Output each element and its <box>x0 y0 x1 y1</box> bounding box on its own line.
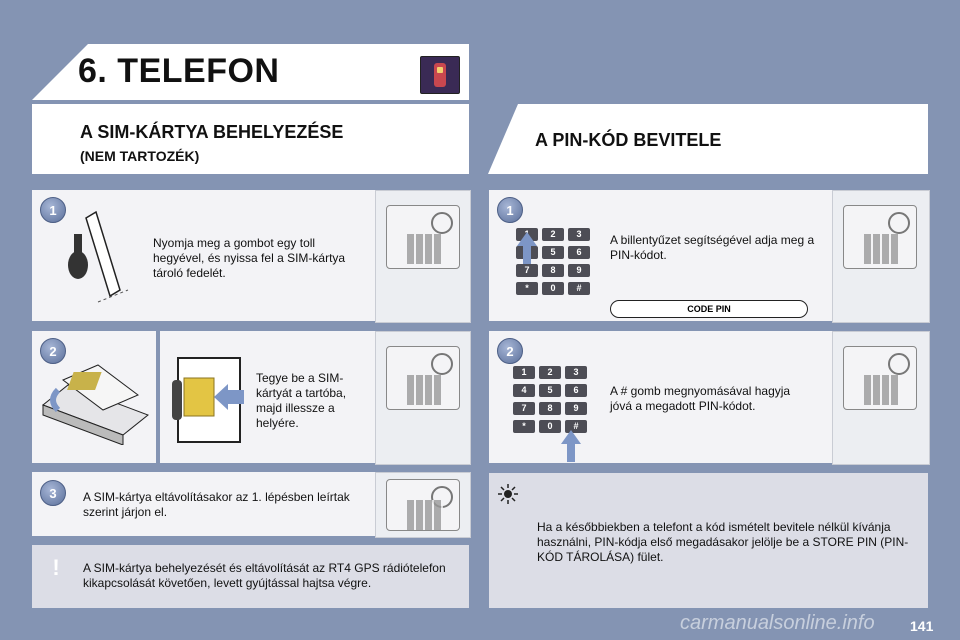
arrow-up-icon <box>561 430 581 462</box>
sim-section-subtitle: (NEM TARTOZÉK) <box>80 148 200 164</box>
pen-pressing-button-illustration <box>58 210 138 310</box>
key-star: * <box>516 282 538 295</box>
arrow-up-icon <box>517 232 537 264</box>
sim-section-title: A SIM-KÁRTYA BEHELYEZÉSE <box>80 122 344 142</box>
warning-icon: ! <box>52 555 60 580</box>
key-8: 8 <box>542 264 564 277</box>
radio-unit-thumbnail <box>375 472 471 538</box>
pin-section-title: A PIN-KÓD BEVITELE <box>535 130 722 150</box>
key-5: 5 <box>539 384 561 397</box>
phone-keypad <box>513 366 587 433</box>
step-badge: 2 <box>40 338 66 364</box>
sim-tray-illustration <box>38 360 153 445</box>
key-9: 9 <box>565 402 587 415</box>
tip-text: Ha a későbbiekben a telefont a kód ismételt bevitele nélkül kívánja használni, PIN-kódja első megadásakor jelölje be a STORE PIN (PIN-KÓD TÁROLÁSA) fület. <box>537 520 909 564</box>
key-hash: # <box>565 420 587 433</box>
page-title: 6. TELEFON <box>78 52 280 90</box>
sim-card-insert-illustration <box>170 350 250 450</box>
page-number: 141 <box>910 618 934 634</box>
step-badge: 1 <box>40 197 66 223</box>
radio-unit-thumbnail <box>832 331 930 465</box>
key-2: 2 <box>542 228 564 241</box>
key-9: 9 <box>568 264 590 277</box>
key-6: 6 <box>568 246 590 259</box>
key-1: 1 <box>516 228 538 241</box>
pin-step-1-text: A billentyűzet segítségével adja meg a PIN-kódot. <box>610 233 815 262</box>
step-badge: 1 <box>497 197 523 223</box>
code-pin-label: CODE PIN <box>610 300 808 318</box>
radio-unit-thumbnail <box>375 331 471 465</box>
step-badge: 2 <box>497 338 523 364</box>
sim-step-3-text: A SIM-kártya eltávolításakor az 1. lépésben leírtak szerint járjon el. <box>83 490 350 519</box>
key-4: 4 <box>513 384 535 397</box>
key-8: 8 <box>539 402 561 415</box>
radio-unit-thumbnail <box>832 190 930 323</box>
watermark: carmanualsonline.info <box>680 612 875 634</box>
telephone-chapter-icon <box>420 56 460 94</box>
key-3: 3 <box>565 366 587 379</box>
key-0: 0 <box>539 420 561 433</box>
key-6: 6 <box>565 384 587 397</box>
key-1: 1 <box>513 366 535 379</box>
pin-step-2-text: A # gomb megnyomásával hagyja jóvá a megadott PIN-kódot. <box>610 384 791 413</box>
sim-step-2-text: Tegye be a SIM-kártyát a tartóba, majd illessze a helyére. <box>256 371 347 430</box>
radio-unit-thumbnail <box>375 190 471 323</box>
key-hash: # <box>568 282 590 295</box>
key-3: 3 <box>568 228 590 241</box>
sim-step-1-text: Nyomja meg a gombot egy toll hegyével, és nyissa fel a SIM-kártya tároló fedelét. <box>153 236 346 280</box>
step-badge: 3 <box>40 480 66 506</box>
warning-text: A SIM-kártya behelyezését és eltávolítását az RT4 GPS rádiótelefon kikapcsolását követően, levett gyújtással hajtsa végre. <box>83 561 446 590</box>
key-7: 7 <box>516 264 538 277</box>
lightbulb-tip-icon <box>497 483 519 505</box>
key-7: 7 <box>513 402 535 415</box>
key-star: * <box>513 420 535 433</box>
key-5: 5 <box>542 246 564 259</box>
key-2: 2 <box>539 366 561 379</box>
key-0: 0 <box>542 282 564 295</box>
